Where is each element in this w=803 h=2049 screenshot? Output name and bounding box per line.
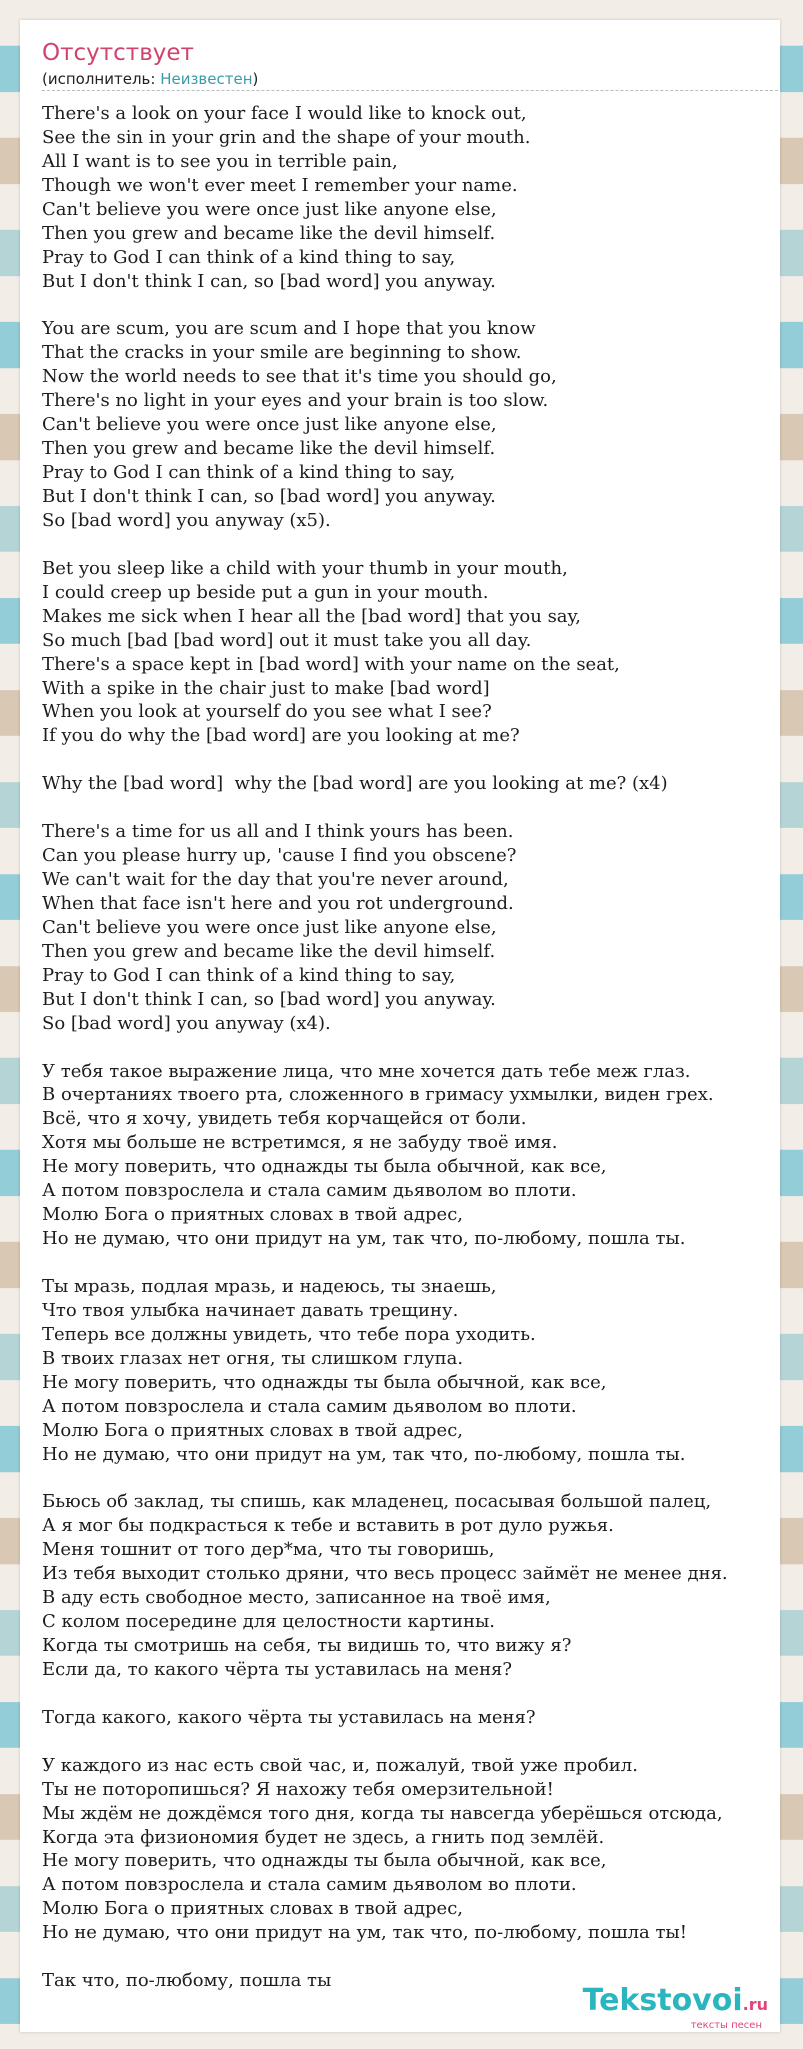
lyrics-line: Pray to God I can think of a kind thing to say,	[42, 246, 456, 268]
lyrics-line: У каждого из нас есть свой час, и, пожалуй, твой уже пробил.	[42, 1754, 638, 1776]
lyrics-blank-line	[42, 1466, 803, 1490]
artist-link[interactable]: Неизвестен	[160, 70, 253, 88]
lyrics-blank-line	[42, 1945, 803, 1969]
lyrics-blank-line	[42, 1682, 803, 1706]
lyrics-line: А потом повзрослела и стала самим дьяволом во плоти.	[42, 1874, 577, 1896]
lyrics-line: All I want is to see you in terrible pain,	[42, 150, 398, 172]
lyrics-line: You are scum, you are scum and I hope that you know	[42, 318, 536, 340]
lyrics-line: А я мог бы подкрасться к тебе и вставить в рот дуло ружья.	[42, 1515, 614, 1537]
lyrics-line: I could creep up beside put a gun in your mouth.	[42, 581, 489, 603]
lyrics-blank-line	[42, 294, 803, 318]
lyrics-line: Из тебя выходит столько дряни, что весь процесс займёт не менее дня.	[42, 1563, 728, 1585]
lyrics-line: А потом повзрослела и стала самим дьяволом во плоти.	[42, 1395, 577, 1417]
lyrics-line: Но не думаю, что они придут на ум, так что, по-любому, пошла ты.	[42, 1228, 686, 1250]
lyrics-line: When that face isn't here and you rot underground.	[42, 892, 514, 914]
lyrics-line: Не могу поверить, что однажды ты была обычной, как все,	[42, 1371, 607, 1393]
lyrics-line: But I don't think I can, so [bad word] you anyway.	[42, 270, 496, 292]
lyrics-line: Что твоя улыбка начинает давать трещину.	[42, 1299, 459, 1321]
lyrics-line: Ты мразь, подлая мразь, и надеюсь, ты знаешь,	[42, 1275, 497, 1297]
lyrics-line: Если да, то какого чёрта ты уставилась на меня?	[42, 1658, 513, 1680]
lyrics-blank-line	[42, 796, 803, 820]
logo-wordmark	[582, 1983, 768, 2020]
lyrics-line: С колом посередине для целостности картины.	[42, 1611, 495, 1633]
song-title: Отсутствует	[42, 40, 194, 66]
lyrics-line: Then you grew and became like the devil himself.	[42, 940, 496, 962]
lyrics-line: А потом повзрослела и стала самим дьяволом во плоти.	[42, 1180, 577, 1202]
lyrics-line: Так что, по-любому, пошла ты	[42, 1970, 332, 1992]
lyrics-blank-line	[42, 1730, 803, 1754]
lyrics-line: Молю Бога о приятных словах в твой адрес,	[42, 1898, 464, 1920]
lyrics-line: Бьюсь об заклад, ты спишь, как младенец, посасывая большой палец,	[42, 1491, 712, 1513]
lyrics-line: Когда эта физиономия будет не здесь, а гнить под землёй.	[42, 1826, 605, 1848]
lyrics-line: Всё, что я хочу, увидеть тебя корчащейся от боли.	[42, 1108, 527, 1130]
lyrics-line: Меня тошнит от того дер*ма, что ты говоришь,	[42, 1539, 495, 1561]
lyrics-line: So [bad word] you anyway (x5).	[42, 509, 331, 531]
lyrics-line: There's no light in your eyes and your brain is too slow.	[42, 390, 549, 412]
lyrics-blank-line	[42, 1251, 803, 1275]
lyrics-line: Не могу поверить, что однажды ты была обычной, как все,	[42, 1850, 607, 1872]
lyrics-line: Can't believe you were once just like anyone else,	[42, 198, 497, 220]
artist-prefix: (исполнитель:	[42, 70, 161, 88]
lyrics-line: There's a look on your face I would like to knock out,	[42, 103, 527, 124]
lyrics-line: В очертаниях твоего рта, сложенного в гримасу ухмылки, виден грех.	[42, 1084, 714, 1106]
lyrics-line: Теперь все должны увидеть, что тебе пора уходить.	[42, 1323, 536, 1345]
lyrics-line: Makes me sick when I hear all the [bad word] that you say,	[42, 605, 582, 627]
lyrics-line: Мы ждём не дождёмся того дня, когда ты навсегда уберёшься отсюда,	[42, 1802, 723, 1824]
lyrics-line: Pray to God I can think of a kind thing to say,	[42, 462, 456, 484]
lyrics-line: But I don't think I can, so [bad word] you anyway.	[42, 486, 496, 507]
lyrics-line: If you do why the [bad word] are you looking at me?	[42, 725, 520, 747]
lyrics-line: Then you grew and became like the devil himself.	[42, 438, 496, 460]
lyrics-line: But I don't think I can, so [bad word] you anyway.	[42, 988, 496, 1010]
lyrics-line: Why the [bad word] why the [bad word] are you looking at me? (x4)	[42, 773, 668, 795]
lyrics-line: Но не думаю, что они придут на ум, так что, по-любому, пошла ты!	[42, 1922, 687, 1944]
lyrics-blank-line	[42, 1036, 803, 1060]
artist-line	[42, 70, 778, 91]
lyrics-line: Когда ты смотришь на себя, ты видишь то, что вижу я?	[42, 1635, 572, 1656]
lyrics-line: Though we won't ever meet I remember your name.	[42, 174, 518, 196]
logo-brand: Tekstovoi	[582, 1983, 743, 2018]
lyrics-line: See the sin in your grin and the shape of your mouth.	[42, 126, 531, 148]
lyrics-line: So much [bad [bad word] out it must take you all day.	[42, 629, 532, 651]
lyrics-line: Can't believe you were once just like anyone else,	[42, 916, 497, 938]
lyrics-line: Pray to God I can think of a kind thing to say,	[42, 964, 456, 986]
lyrics-line: Now the world needs to see that it's time you should go,	[42, 366, 557, 388]
lyrics-line: There's a space kept in [bad word] with your name on the seat,	[42, 653, 620, 675]
lyrics-line: We can't wait for the day that you're never around,	[42, 869, 509, 890]
lyrics-line: В твоих глазах нет огня, ты слишком глупа.	[42, 1347, 464, 1369]
logo-tld: .ru	[742, 1995, 768, 2014]
tekstovoi-logo[interactable]	[582, 1983, 768, 2032]
lyrics-text	[42, 102, 803, 1993]
lyrics-blank-line	[42, 533, 803, 557]
lyrics-line: Но не думаю, что они придут на ум, так что, по-любому, пошла ты.	[42, 1443, 686, 1465]
lyrics-line: Молю Бога о приятных словах в твой адрес,	[42, 1204, 464, 1226]
lyrics-line: Then you grew and became like the devil himself.	[42, 222, 496, 244]
lyrics-card	[20, 20, 780, 2032]
lyrics-blank-line	[42, 748, 803, 772]
lyrics-line: У тебя такое выражение лица, что мне хочется дать тебе меж глаз.	[42, 1060, 691, 1082]
lyrics-line: Не могу поверить, что однажды ты была обычной, как все,	[42, 1156, 607, 1178]
lyrics-line: That the cracks in your smile are beginning to show.	[42, 342, 522, 364]
lyrics-line: Молю Бога о приятных словах в твой адрес,	[42, 1419, 464, 1441]
lyrics-line: Can't believe you were once just like anyone else,	[42, 414, 497, 436]
lyrics-line: В аду есть свободное место, записанное на твоё имя,	[42, 1587, 551, 1609]
artist-suffix: )	[252, 70, 259, 88]
lyrics-line: Хотя мы больше не встретимся, я не забуду твоё имя.	[42, 1132, 558, 1154]
lyrics-line: With a spike in the chair just to make [bad word]	[42, 677, 490, 699]
lyrics-line: Bet you sleep like a child with your thumb in your mouth,	[42, 557, 568, 579]
logo-tagline: тексты песен	[690, 2020, 762, 2031]
lyrics-line: Can you please hurry up, 'cause I find you obscene?	[42, 845, 517, 867]
lyrics-line: When you look at yourself do you see what I see?	[42, 701, 492, 723]
lyrics-line: So [bad word] you anyway (x4).	[42, 1012, 331, 1034]
lyrics-line: Тогда какого, какого чёрта ты уставилась на меня?	[42, 1706, 536, 1728]
lyrics-line: Ты не поторопишься? Я нахожу тебя омерзительной!	[42, 1778, 554, 1800]
lyrics-line: There's a time for us all and I think yours has been.	[42, 821, 514, 843]
